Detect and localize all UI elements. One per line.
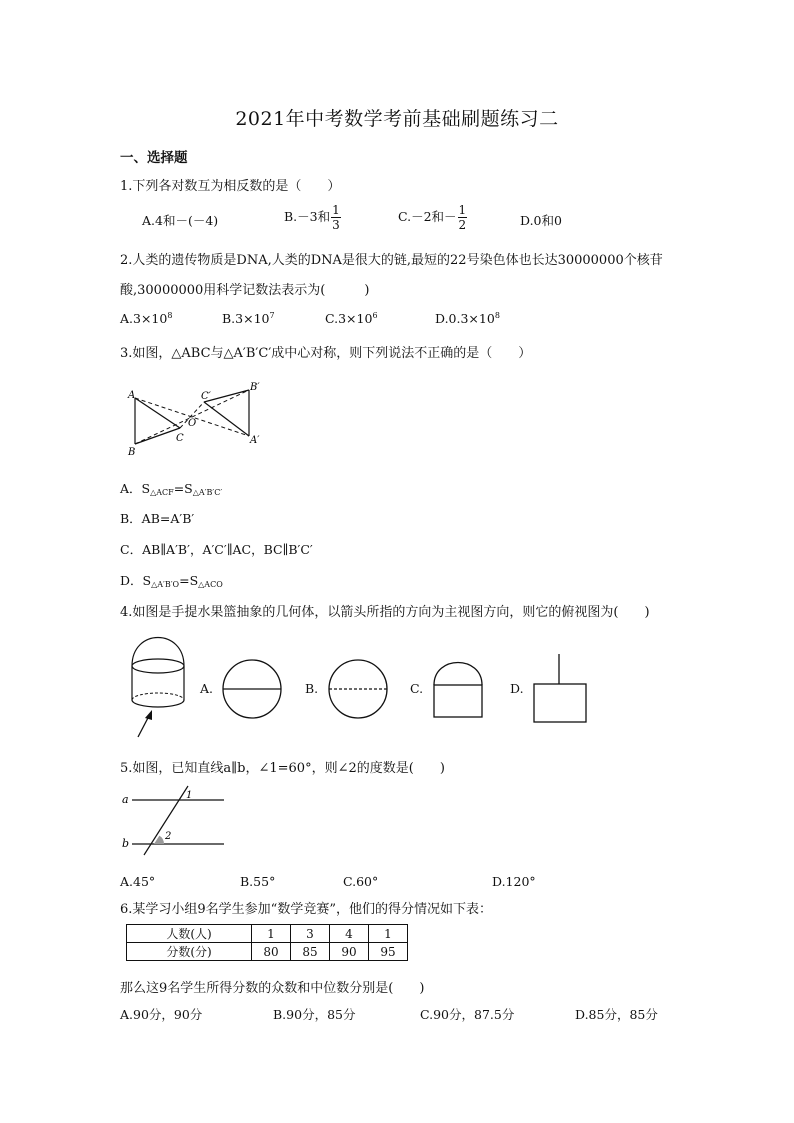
q2-option-a-base: A.3×10 xyxy=(120,311,168,326)
q2-option-c xyxy=(325,311,378,326)
q3-label-o: O xyxy=(188,418,197,429)
q4-basket-figure xyxy=(124,634,192,740)
q3-option-d-sub2: △ACO xyxy=(198,580,223,589)
q4-stem: 4.如图是手提水果篮抽象的几何体，以箭头所指的方向为主视图方向，则它的俯视图为( ) xyxy=(120,605,650,620)
table-cell: 1 xyxy=(252,925,291,943)
table-cell: 3 xyxy=(291,925,330,943)
q5-option-d: D.120° xyxy=(492,874,536,889)
q3-option-a xyxy=(120,479,222,497)
page-title: 2021年中考数学考前基础刷题练习二 xyxy=(235,108,559,130)
q3-option-b: B．AB=A′B′ xyxy=(120,511,195,526)
q3-option-a-eq: =S xyxy=(173,481,193,496)
q1-c-numerator: 1 xyxy=(458,203,467,217)
q4-basket-handle xyxy=(132,638,184,667)
q2-option-a xyxy=(120,311,172,326)
q5-stem: 5.如图，已知直线a∥b，∠1=60°，则∠2的度数是( ) xyxy=(120,761,445,776)
q5-figure xyxy=(118,784,228,856)
q2-option-d xyxy=(435,311,500,326)
q1-c-denominator: 2 xyxy=(458,218,467,232)
q3-option-a-sub1: △ACF xyxy=(150,488,174,497)
q3-option-c: C．AB∥A′B′，A′C′∥AC，BC∥B′C′ xyxy=(120,542,313,557)
table-cell: 1 xyxy=(369,925,408,943)
q5-label-angle-1: 1 xyxy=(186,790,193,801)
q2-line2: 酸,30000000用科学记数法表示为( ) xyxy=(120,283,370,298)
q5-label-a: a xyxy=(122,793,129,806)
q5-option-a: A.45° xyxy=(120,874,156,889)
q6-score-table xyxy=(126,924,408,961)
q3-option-d xyxy=(120,571,223,589)
q2-option-b-base: B.3×10 xyxy=(222,311,270,326)
q2-option-b-exp: 7 xyxy=(269,311,275,320)
q6-option-b: B.90分，85分 xyxy=(273,1007,356,1022)
q3-option-a-sub2: △A′B′C′ xyxy=(192,488,223,497)
q1-option-a: A.4和－(－4) xyxy=(142,213,219,228)
q4-option-b-figure xyxy=(326,657,390,721)
q4-basket-bottom-back xyxy=(132,693,184,700)
q5-option-b: B.55° xyxy=(240,874,276,889)
q6-question: 那么这9名学生所得分数的众数和中位数分别是( ) xyxy=(120,981,425,996)
q3-option-d-text: D．S xyxy=(120,573,152,588)
q2-option-b xyxy=(222,311,275,326)
q4-option-b-label: B. xyxy=(305,681,319,696)
q1-option-b xyxy=(284,203,341,232)
q3-label-c: C xyxy=(176,433,184,444)
q3-label-a: A xyxy=(128,390,136,401)
table-cell: 4 xyxy=(330,925,369,943)
q5-transversal xyxy=(144,786,188,855)
q6-option-a: A.90分，90分 xyxy=(120,1007,203,1022)
q1-option-d: D.0和0 xyxy=(520,213,562,228)
q2-option-a-exp: 8 xyxy=(167,311,173,320)
q4-b-circle xyxy=(329,660,387,718)
q5-label-angle-2: 2 xyxy=(165,831,172,842)
q1-option-b-text: B.－3和 xyxy=(284,209,331,224)
q3-dash-b-b2 xyxy=(135,390,249,444)
table-cell-head: 人数(人) xyxy=(127,925,252,943)
table-cell: 95 xyxy=(369,943,408,961)
q1-b-denominator: 3 xyxy=(332,218,340,232)
table-cell: 90 xyxy=(330,943,369,961)
q1-b-numerator: 1 xyxy=(332,203,340,217)
q6-option-c: C.90分，87.5分 xyxy=(420,1007,515,1022)
q1-option-c xyxy=(398,203,467,232)
section-heading: 一、选择题 xyxy=(120,150,188,166)
q3-label-c2: C′ xyxy=(201,391,211,402)
q2-line1: 2.人类的遗传物质是DNA,人类的DNA是很大的链,最短的22号染色体也长达30000000个核苷 xyxy=(120,253,663,268)
q4-option-c-label: C. xyxy=(410,681,424,696)
q1-option-c-text: C.－2和－ xyxy=(398,209,457,224)
q4-option-d-label: D. xyxy=(510,681,524,696)
table-row xyxy=(127,925,408,943)
q4-option-a-label: A. xyxy=(200,681,214,696)
q1-stem: 1.下列各对数互为相反数的是（ ） xyxy=(120,179,341,194)
q4-view-arrow-head xyxy=(145,710,152,720)
q2-option-c-exp: 6 xyxy=(372,311,378,320)
q4-c-rectangle xyxy=(434,685,482,717)
q6-option-d: D.85分，85分 xyxy=(575,1007,658,1022)
table-cell: 80 xyxy=(252,943,291,961)
table-row xyxy=(127,943,408,961)
q3-label-b: B xyxy=(128,447,136,458)
q2-option-d-exp: 8 xyxy=(494,311,500,320)
q4-option-a-figure xyxy=(220,657,284,721)
q3-stem: 3.如图，△ABC与△A′B′C′成中心对称，则下列说法不正确的是（ ） xyxy=(120,346,532,361)
q6-stem: 6.某学习小组9名学生参加“数学竞赛”，他们的得分情况如下表： xyxy=(120,902,492,917)
q3-figure xyxy=(122,378,272,462)
q3-segment-ac xyxy=(135,398,180,428)
q4-basket-bottom-front xyxy=(132,700,184,707)
q1-option-b-fraction xyxy=(331,203,341,232)
q4-d-rectangle xyxy=(534,684,586,722)
q3-label-b2: B′ xyxy=(250,382,260,393)
q3-option-a-text: A．S xyxy=(120,481,151,496)
q3-segment-c2a2 xyxy=(204,402,249,436)
q4-option-c-figure xyxy=(430,657,486,721)
q5-option-c: C.60° xyxy=(343,874,379,889)
table-cell-head: 分数(分) xyxy=(127,943,252,961)
q4-basket-top xyxy=(132,659,184,673)
q1-option-c-fraction xyxy=(458,203,468,232)
table-cell: 85 xyxy=(291,943,330,961)
q3-option-d-sub1: △A′B′O xyxy=(151,580,180,589)
q5-label-b: b xyxy=(122,837,130,850)
q2-option-d-base: D.0.3×10 xyxy=(435,311,495,326)
q3-segment-bc xyxy=(135,428,180,444)
q4-option-d-figure xyxy=(532,652,588,724)
q4-c-arch xyxy=(434,663,482,686)
q2-option-c-base: C.3×10 xyxy=(325,311,373,326)
q3-option-d-eq: =S xyxy=(179,573,199,588)
q3-label-a2: A′ xyxy=(250,435,260,446)
